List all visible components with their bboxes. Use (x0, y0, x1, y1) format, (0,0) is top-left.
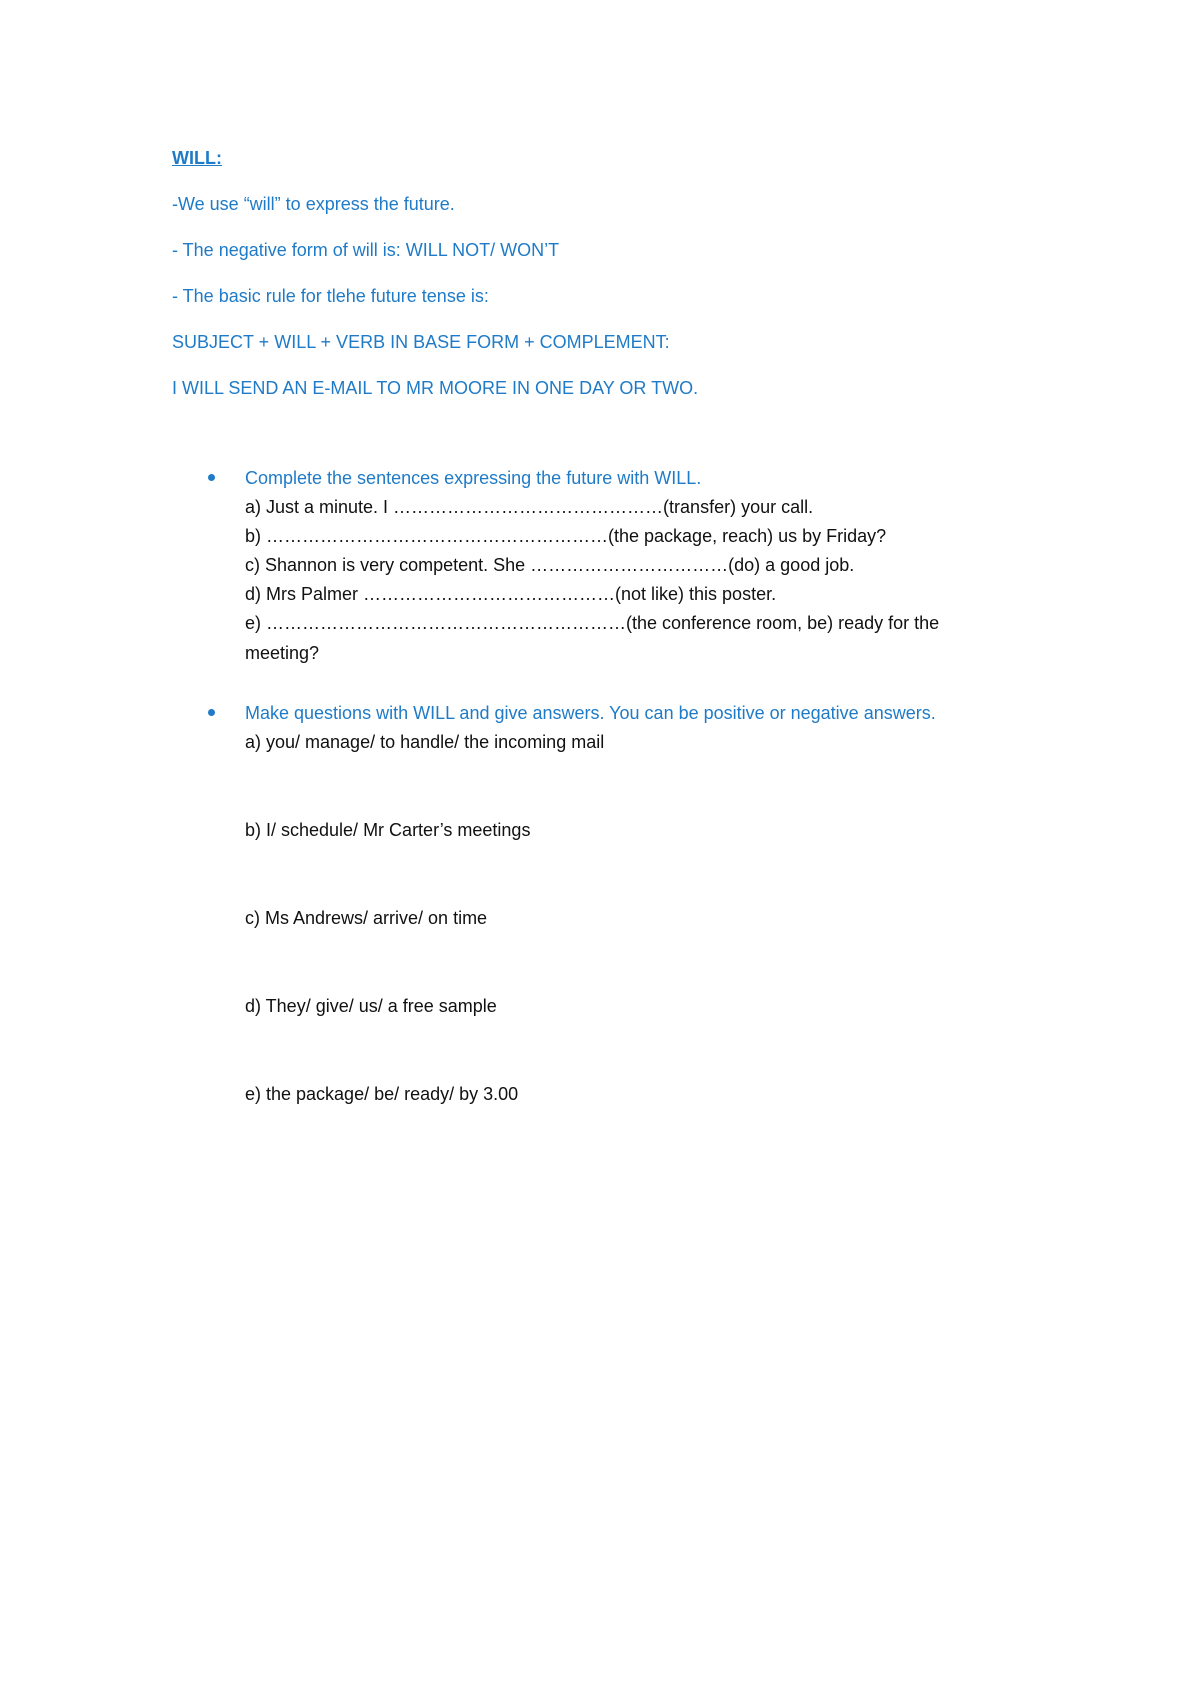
intro-line-usage: -We use “will” to express the future. (172, 194, 455, 214)
exercise1-instruction: Complete the sentences expressing the future with WILL. (245, 468, 702, 488)
exercise2-item-a: a) you/ manage/ to handle/ the incoming mail (245, 732, 605, 752)
exercise1-item-c: c) Shannon is very competent. She ……………………………(do) a good job. (245, 555, 855, 575)
intro-rule-formula: SUBJECT + WILL + VERB IN BASE FORM + COMPLEMENT: (172, 332, 670, 352)
exercise2-item-b: b) I/ schedule/ Mr Carter’s meetings (245, 820, 531, 840)
bullet-icon (208, 709, 215, 716)
exercise1-item-b: b) …………………………………………………(the package, reach) us by Friday? (245, 526, 887, 546)
exercise1-item-e: e) ……………………………………………………(the conference room, be) ready for the (245, 613, 940, 633)
exercise2-item-e: e) the package/ be/ ready/ by 3.00 (245, 1084, 519, 1104)
exercise2-item-d: d) They/ give/ us/ a free sample (245, 996, 497, 1016)
exercise2-item-c: c) Ms Andrews/ arrive/ on time (245, 908, 488, 928)
exercise1-item-d: d) Mrs Palmer ……………………………………(not like) this poster. (245, 584, 777, 604)
exercise1-item-a: a) Just a minute. I ………………………………………(transfer) your call. (245, 497, 814, 517)
intro-line-basic-rule: - The basic rule for tlehe future tense is: (172, 286, 489, 306)
bullet-icon (208, 474, 215, 481)
exercise2-instruction: Make questions with WILL and give answers. You can be positive or negative answers. (245, 703, 936, 723)
page-title: WILL: (172, 148, 222, 168)
exercise1-item-e-continued: meeting? (245, 643, 320, 663)
intro-example: I WILL SEND AN E-MAIL TO MR MOORE IN ONE DAY OR TWO. (172, 378, 699, 398)
intro-line-negative: - The negative form of will is: WILL NOT/ WON’T (172, 240, 560, 260)
